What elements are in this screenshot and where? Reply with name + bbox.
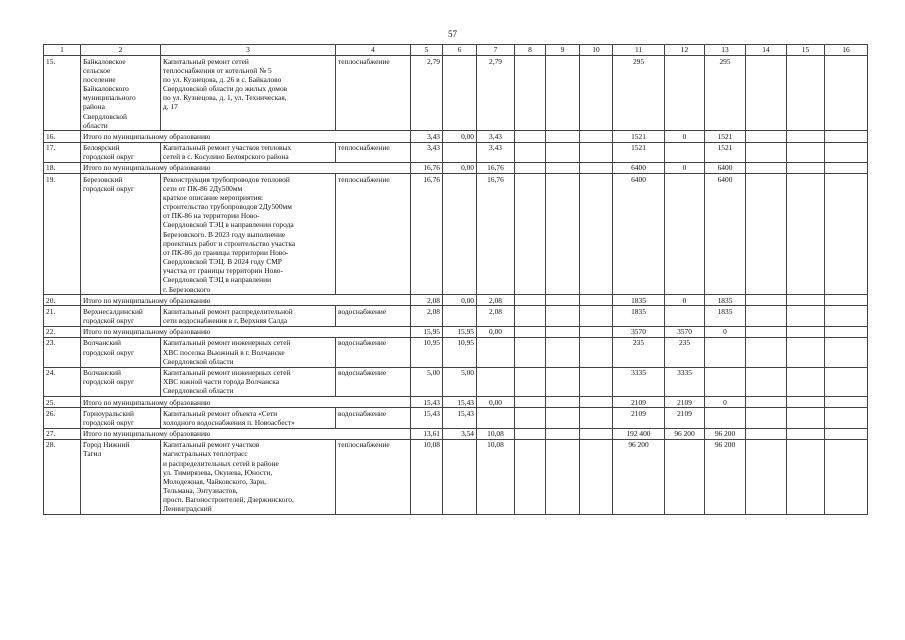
value-cell-9	[546, 162, 580, 173]
value-cell-16	[825, 439, 868, 514]
value-cell-9	[546, 337, 580, 367]
value-cell-15	[787, 306, 825, 326]
value-cell-5: 10,08	[411, 439, 443, 514]
value-cell-5: 2,08	[411, 306, 443, 326]
value-cell-7: 2,79	[477, 56, 515, 131]
value-cell-9	[546, 326, 580, 337]
type-cell: водоснабжение	[336, 367, 411, 397]
value-cell-15	[787, 439, 825, 514]
table-row	[44, 408, 868, 428]
total-row	[44, 295, 868, 306]
value-cell-10	[580, 337, 613, 367]
value-cell-15	[787, 337, 825, 367]
value-cell-8	[515, 306, 546, 326]
value-cell-12: 96 200	[665, 428, 705, 439]
value-cell-8	[515, 408, 546, 428]
value-cell-14	[746, 367, 787, 397]
value-cell-11: 6400	[613, 174, 665, 295]
value-cell-6: 15,43	[443, 408, 477, 428]
page-number: 57	[448, 29, 457, 39]
value-cell-6: 0,00	[443, 162, 477, 173]
value-cell-9	[546, 295, 580, 306]
value-cell-11: 2109	[613, 408, 665, 428]
row-number: 15.	[44, 56, 81, 131]
column-number-12: 12	[665, 45, 705, 56]
value-cell-5: 13,61	[411, 428, 443, 439]
table-row	[44, 439, 868, 514]
value-cell-7: 3,43	[477, 142, 515, 162]
table-row	[44, 306, 868, 326]
value-cell-7: 2,08	[477, 306, 515, 326]
value-cell-10	[580, 174, 613, 295]
column-number-6: 6	[443, 45, 477, 56]
value-cell-14	[746, 428, 787, 439]
value-cell-16	[825, 306, 868, 326]
row-number: 20.	[44, 295, 81, 306]
value-cell-5: 15,43	[411, 397, 443, 408]
value-cell-5: 15,95	[411, 326, 443, 337]
value-cell-14	[746, 142, 787, 162]
value-cell-11: 235	[613, 337, 665, 367]
value-cell-9	[546, 174, 580, 295]
value-cell-14	[746, 131, 787, 142]
total-label: Итого по муниципальному образованию	[81, 326, 411, 337]
value-cell-11: 1835	[613, 306, 665, 326]
value-cell-14	[746, 295, 787, 306]
value-cell-8	[515, 174, 546, 295]
value-cell-11: 3570	[613, 326, 665, 337]
value-cell-16	[825, 367, 868, 397]
value-cell-10	[580, 408, 613, 428]
table-row	[44, 142, 868, 162]
value-cell-8	[515, 337, 546, 367]
type-cell: водоснабжение	[336, 337, 411, 367]
value-cell-10	[580, 142, 613, 162]
value-cell-6: 0,00	[443, 131, 477, 142]
value-cell-12	[665, 439, 705, 514]
value-cell-7	[477, 337, 515, 367]
row-number: 16.	[44, 131, 81, 142]
investment-program-table	[43, 44, 868, 515]
total-row	[44, 131, 868, 142]
row-number: 27.	[44, 428, 81, 439]
value-cell-16	[825, 295, 868, 306]
value-cell-6	[443, 439, 477, 514]
value-cell-16	[825, 337, 868, 367]
value-cell-14	[746, 397, 787, 408]
value-cell-8	[515, 439, 546, 514]
value-cell-15	[787, 326, 825, 337]
value-cell-6: 15,95	[443, 326, 477, 337]
value-cell-8	[515, 162, 546, 173]
value-cell-10	[580, 428, 613, 439]
total-label: Итого по муниципальному образованию	[81, 397, 411, 408]
description-cell: Реконструкция трубопроводов тепловой сети от ПК-86 2Ду500мм краткое описание мероприятия: строительство трубопроводов 2Ду500мм от ПК-86 на территории Ново- Свердловской ТЭЦ в направлении города Березовского. В 2023 году выполнение проектных работ и строительство участка от ПК-86 до границы территории Ново- Свердловской ТЭЦ. В 2024 году СМР участка от границы территории Ново- Свердловской ТЭЦ в направлении г. Березовского	[161, 174, 336, 295]
value-cell-13: 6400	[705, 174, 746, 295]
value-cell-8	[515, 397, 546, 408]
value-cell-6: 5,00	[443, 367, 477, 397]
value-cell-12	[665, 174, 705, 295]
value-cell-6	[443, 306, 477, 326]
description-cell: Капитальный ремонт участков магистральных теплотрасс и распределительных сетей в районе ул. Тимирязева, Окунева, Юности, Молодежная, Чайковского, Зари, Тельмана, Энтузиастов, просп. Вагоностроителей, Дзержинского, Ленинградский	[161, 439, 336, 514]
total-row	[44, 162, 868, 173]
column-number-15: 15	[787, 45, 825, 56]
value-cell-6	[443, 56, 477, 131]
municipality-cell: Белоярский городской округ	[81, 142, 161, 162]
municipality-cell: Волчанский городской округ	[81, 337, 161, 367]
column-number-5: 5	[411, 45, 443, 56]
value-cell-13: 96 200	[705, 428, 746, 439]
type-cell: теплоснабжение	[336, 174, 411, 295]
value-cell-5: 2,08	[411, 295, 443, 306]
column-numbers-row	[44, 45, 868, 56]
value-cell-14	[746, 174, 787, 295]
value-cell-16	[825, 408, 868, 428]
value-cell-14	[746, 162, 787, 173]
value-cell-16	[825, 326, 868, 337]
value-cell-16	[825, 142, 868, 162]
value-cell-12	[665, 306, 705, 326]
value-cell-12: 3335	[665, 367, 705, 397]
value-cell-12: 2109	[665, 408, 705, 428]
value-cell-14	[746, 326, 787, 337]
value-cell-16	[825, 56, 868, 131]
column-number-11: 11	[613, 45, 665, 56]
column-number-10: 10	[580, 45, 613, 56]
value-cell-15	[787, 367, 825, 397]
value-cell-10	[580, 295, 613, 306]
row-number: 18.	[44, 162, 81, 173]
value-cell-15	[787, 162, 825, 173]
value-cell-6	[443, 174, 477, 295]
value-cell-13: 0	[705, 397, 746, 408]
table-row	[44, 337, 868, 367]
value-cell-13: 295	[705, 56, 746, 131]
value-cell-12: 3570	[665, 326, 705, 337]
value-cell-15	[787, 142, 825, 162]
value-cell-15	[787, 295, 825, 306]
municipality-cell: Березовский городской округ	[81, 174, 161, 295]
total-label: Итого по муниципальному образованию	[81, 162, 411, 173]
row-number: 28.	[44, 439, 81, 514]
value-cell-10	[580, 306, 613, 326]
value-cell-15	[787, 397, 825, 408]
value-cell-16	[825, 131, 868, 142]
value-cell-11: 295	[613, 56, 665, 131]
value-cell-7	[477, 367, 515, 397]
description-cell: Капитальный ремонт распределительной сети водоснабжения в г. Верхняя Салда	[161, 306, 336, 326]
value-cell-13: 1835	[705, 295, 746, 306]
value-cell-9	[546, 367, 580, 397]
value-cell-11: 192 400	[613, 428, 665, 439]
value-cell-13: 1521	[705, 131, 746, 142]
total-row	[44, 428, 868, 439]
type-cell: водоснабжение	[336, 408, 411, 428]
value-cell-7: 3,43	[477, 131, 515, 142]
value-cell-8	[515, 56, 546, 131]
municipality-cell: Верхнесалдинский городской округ	[81, 306, 161, 326]
description-cell: Капитальный ремонт инженерных сетей ХВС поселка Вьюжный в г. Волчанске Свердловской области	[161, 337, 336, 367]
value-cell-7: 0,00	[477, 326, 515, 337]
value-cell-11: 96 200	[613, 439, 665, 514]
row-number: 22.	[44, 326, 81, 337]
total-label: Итого по муниципальному образованию	[81, 131, 411, 142]
column-number-1: 1	[44, 45, 81, 56]
value-cell-15	[787, 428, 825, 439]
row-number: 25.	[44, 397, 81, 408]
type-cell: теплоснабжение	[336, 142, 411, 162]
value-cell-9	[546, 397, 580, 408]
value-cell-8	[515, 142, 546, 162]
value-cell-11: 1521	[613, 131, 665, 142]
value-cell-5: 3,43	[411, 142, 443, 162]
column-number-4: 4	[336, 45, 411, 56]
value-cell-9	[546, 408, 580, 428]
value-cell-5: 10,95	[411, 337, 443, 367]
column-number-2: 2	[81, 45, 161, 56]
value-cell-5: 16,76	[411, 162, 443, 173]
column-number-14: 14	[746, 45, 787, 56]
value-cell-13: 6400	[705, 162, 746, 173]
table-row	[44, 367, 868, 397]
total-row	[44, 397, 868, 408]
value-cell-9	[546, 131, 580, 142]
value-cell-6	[443, 142, 477, 162]
value-cell-10	[580, 56, 613, 131]
value-cell-8	[515, 326, 546, 337]
column-number-7: 7	[477, 45, 515, 56]
description-cell: Капитальный ремонт участков тепловых сетей в с. Косулино Белоярского района	[161, 142, 336, 162]
value-cell-15	[787, 408, 825, 428]
row-number: 26.	[44, 408, 81, 428]
type-cell: водоснабжение	[336, 306, 411, 326]
table-row	[44, 174, 868, 295]
value-cell-7: 2,08	[477, 295, 515, 306]
municipality-cell: Волчанский городской округ	[81, 367, 161, 397]
value-cell-13	[705, 367, 746, 397]
value-cell-13: 1835	[705, 306, 746, 326]
value-cell-16	[825, 397, 868, 408]
value-cell-14	[746, 56, 787, 131]
value-cell-12: 0	[665, 131, 705, 142]
value-cell-6: 15,43	[443, 397, 477, 408]
total-label: Итого по муниципальному образованию	[81, 295, 411, 306]
row-number: 17.	[44, 142, 81, 162]
value-cell-11: 3335	[613, 367, 665, 397]
value-cell-5: 2,79	[411, 56, 443, 131]
total-label: Итого по муниципальному образованию	[81, 428, 411, 439]
value-cell-5: 5,00	[411, 367, 443, 397]
value-cell-9	[546, 428, 580, 439]
table-row	[44, 56, 868, 131]
value-cell-10	[580, 367, 613, 397]
type-cell: теплоснабжение	[336, 439, 411, 514]
value-cell-6: 0,00	[443, 295, 477, 306]
column-number-9: 9	[546, 45, 580, 56]
row-number: 19.	[44, 174, 81, 295]
value-cell-14	[746, 306, 787, 326]
value-cell-7: 16,76	[477, 174, 515, 295]
value-cell-11: 1521	[613, 142, 665, 162]
value-cell-6: 10,95	[443, 337, 477, 367]
value-cell-8	[515, 295, 546, 306]
value-cell-5: 15,43	[411, 408, 443, 428]
type-cell: теплоснабжение	[336, 56, 411, 131]
value-cell-14	[746, 337, 787, 367]
value-cell-10	[580, 131, 613, 142]
column-number-13: 13	[705, 45, 746, 56]
value-cell-6: 3,54	[443, 428, 477, 439]
description-cell: Капитальный ремонт объекта «Сети холодного водоснабжения п. Новоасбест»	[161, 408, 336, 428]
value-cell-12: 235	[665, 337, 705, 367]
value-cell-16	[825, 162, 868, 173]
value-cell-7: 10,08	[477, 428, 515, 439]
value-cell-15	[787, 56, 825, 131]
value-cell-13: 1521	[705, 142, 746, 162]
value-cell-16	[825, 428, 868, 439]
value-cell-8	[515, 131, 546, 142]
column-number-3: 3	[161, 45, 336, 56]
value-cell-5: 16,76	[411, 174, 443, 295]
value-cell-13: 96 200	[705, 439, 746, 514]
row-number: 23.	[44, 337, 81, 367]
value-cell-12	[665, 56, 705, 131]
municipality-cell: Город Нижний Тагил	[81, 439, 161, 514]
value-cell-16	[825, 174, 868, 295]
value-cell-5: 3,43	[411, 131, 443, 142]
description-cell: Капитальный ремонт инженерных сетей ХВС южной части города Волчанска Свердловской области	[161, 367, 336, 397]
value-cell-7: 16,76	[477, 162, 515, 173]
value-cell-9	[546, 56, 580, 131]
value-cell-13	[705, 337, 746, 367]
value-cell-9	[546, 142, 580, 162]
value-cell-13: 0	[705, 326, 746, 337]
municipality-cell: Горноуральский городской округ	[81, 408, 161, 428]
value-cell-9	[546, 306, 580, 326]
row-number: 24.	[44, 367, 81, 397]
value-cell-10	[580, 439, 613, 514]
description-cell: Капитальный ремонт сетей теплоснабжения от котельной № 5 по ул. Кузнецова, д. 26 в с. Байкалово Свердловской области до жилых домов по ул. Кузнецова, д. 1, ул. Техническая, д. 17	[161, 56, 336, 131]
value-cell-10	[580, 162, 613, 173]
value-cell-13	[705, 408, 746, 428]
value-cell-11: 2109	[613, 397, 665, 408]
value-cell-11: 6400	[613, 162, 665, 173]
value-cell-12: 0	[665, 162, 705, 173]
row-number: 21.	[44, 306, 81, 326]
column-number-8: 8	[515, 45, 546, 56]
column-number-16: 16	[825, 45, 868, 56]
value-cell-12: 0	[665, 295, 705, 306]
value-cell-11: 1835	[613, 295, 665, 306]
value-cell-10	[580, 397, 613, 408]
value-cell-14	[746, 408, 787, 428]
value-cell-14	[746, 439, 787, 514]
value-cell-8	[515, 428, 546, 439]
value-cell-7: 10,08	[477, 439, 515, 514]
value-cell-7: 0,00	[477, 397, 515, 408]
value-cell-9	[546, 439, 580, 514]
value-cell-8	[515, 367, 546, 397]
value-cell-10	[580, 326, 613, 337]
value-cell-15	[787, 131, 825, 142]
value-cell-12	[665, 142, 705, 162]
municipality-cell: Байкаловское сельское поселение Байкаловского муниципального района Свердловской области	[81, 56, 161, 131]
total-row	[44, 326, 868, 337]
value-cell-12: 2109	[665, 397, 705, 408]
value-cell-7	[477, 408, 515, 428]
value-cell-15	[787, 174, 825, 295]
